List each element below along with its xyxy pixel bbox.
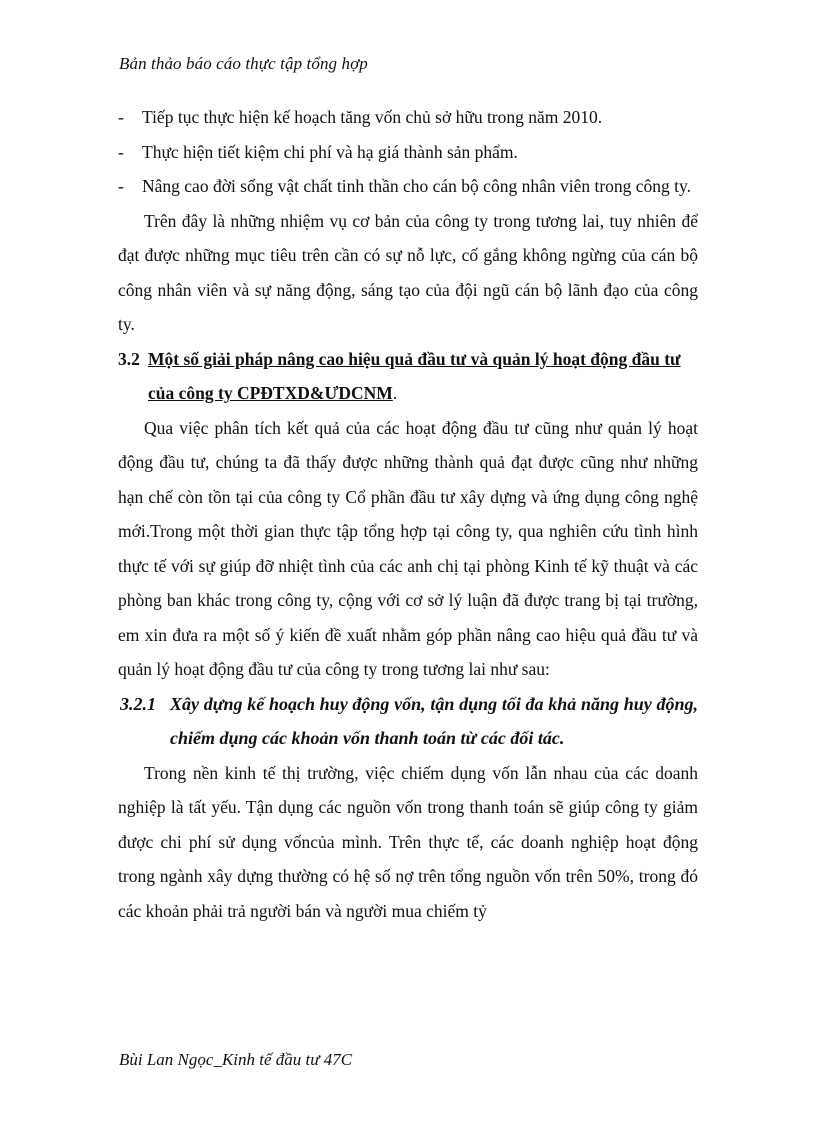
- paragraph-market: Trong nền kinh tế thị trường, việc chiếm dụng vốn lẫn nhau của các doanh nghiệp là tất yếu. Tận dụng các nguồn vốn trong thanh toán sẽ giúp công ty giảm được chi phí sử dụng vốncủa mình. Trên thực tế, các doanh nghiệp hoạt động trong ngành xây dựng thường có hệ số nợ trên tổng nguồn vốn trên 50%, trong đó các khoản phải trả người bán và người mua chiếm tỷ: [118, 762, 698, 921]
- page-header: Bản thảo báo cáo thực tập tổng hợp: [119, 54, 368, 73]
- bullet-mark: -: [118, 141, 124, 162]
- paragraph-summary: Trên đây là những nhiệm vụ cơ bản của công ty trong tương lai, tuy nhiên để đạt được những mục tiêu trên cần có sự nỗ lực, cố gắng không ngừng của cán bộ công nhân viên và sự năng động, sáng tạo của đội ngũ cán bộ lãnh đạo của công ty.: [118, 210, 698, 334]
- paragraph-analysis: Qua việc phân tích kết quả của các hoạt động đầu tư cũng như quản lý hoạt động đầu tư, chúng ta đã thấy được những thành quả đạt được cũng như những hạn chế còn tồn tại của công ty Cổ phần đầu tư xây dựng và ứng dụng công nghệ mới.Trong một thời gian thực tập tổng hợp tại công ty, qua nghiên cứu tình hình thực tế với sự giúp đỡ nhiệt tình của các anh chị tại phòng Kinh tế kỹ thuật và các phòng ban khác trong công ty, cộng với cơ sở lý luận đã được trang bị tại trường, em xin đưa ra một số ý kiến đề xuất nhằm góp phần nâng cao hiệu quả đầu tư và quản lý hoạt động đầu tư của công ty trong tương lai như sau:: [118, 417, 698, 679]
- page-footer: Bùi Lan Ngọc_Kinh tế đầu tư 47C: [119, 1050, 353, 1069]
- bullet-text: Nâng cao đời sống vật chất tinh thần cho cán bộ công nhân viên trong công ty.: [142, 176, 692, 196]
- bullet-mark: -: [118, 176, 124, 196]
- subsection-heading-3-2-1: [120, 687, 698, 756]
- document-body: [118, 100, 698, 928]
- bullet-item: [118, 135, 698, 170]
- section-title: Một số giải pháp nâng cao hiệu quả đầu tư và quản lý hoạt động đầu tư của công ty CPĐTXD&ƯDCNM: [148, 348, 681, 403]
- bullet-text: Thực hiện tiết kiệm chi phí và hạ giá thành sản phẩm.: [142, 141, 518, 162]
- subsection-title: Xây dựng kế hoạch huy động vốn, tận dụng tối đa khả năng huy động, chiếm dụng các khoản vốn thanh toán từ các đối tác.: [170, 693, 698, 748]
- section-title-wrap: [148, 342, 698, 411]
- subsection-number: 3.2.1: [120, 693, 156, 714]
- bullet-mark: -: [118, 107, 124, 127]
- section-number: 3.2: [118, 348, 140, 369]
- bullet-item: [118, 100, 698, 135]
- section-title-period: .: [392, 383, 398, 403]
- section-heading-3-2: [118, 342, 698, 411]
- bullet-text: Tiếp tục thực hiện kế hoạch tăng vốn chủ sở hữu trong năm 2010.: [142, 107, 603, 127]
- bullet-item: [118, 169, 698, 204]
